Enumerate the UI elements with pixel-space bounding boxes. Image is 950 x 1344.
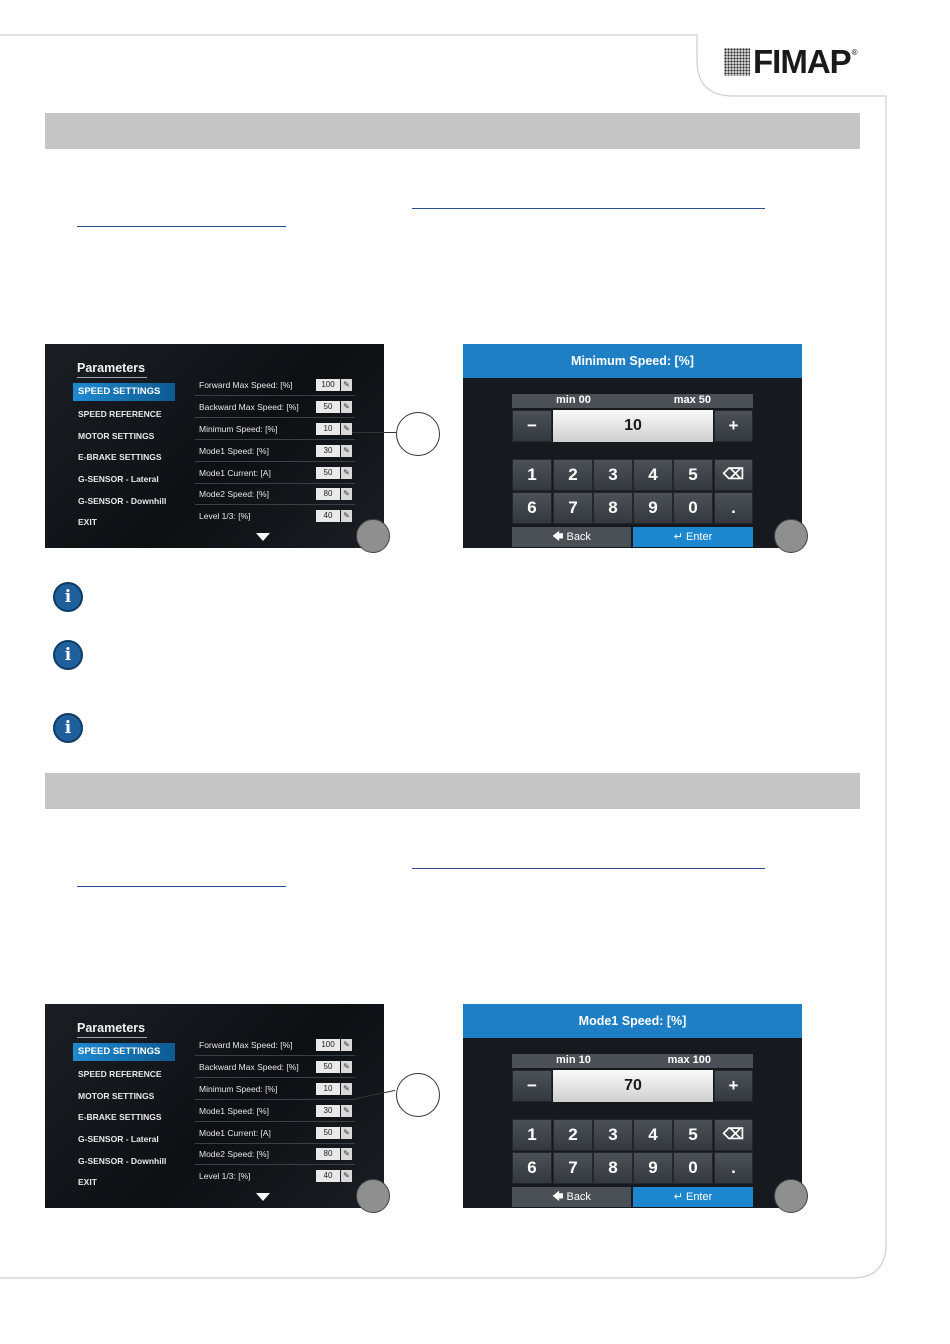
registered-mark: ® [851,47,858,57]
menu-speed-reference[interactable]: SPEED REFERENCE [78,1069,162,1079]
edit-icon[interactable]: ✎ [341,1148,352,1160]
plus-button[interactable]: + [714,1070,753,1102]
edit-icon[interactable]: ✎ [341,467,352,479]
keypad-title: Mode1 Speed: [%] [463,1004,802,1038]
param-value-minimum-speed: 10 [316,1083,340,1095]
parameters-title: Parameters [77,1021,146,1035]
scroll-down-arrow-icon[interactable] [256,1193,270,1201]
key-4[interactable]: 4 [633,459,673,491]
menu-ebrake-settings[interactable]: E-BRAKE SETTINGS [78,1112,162,1122]
param-divider [195,417,355,418]
param-value-backward-max: 50 [316,401,340,413]
menu-gsensor-lateral[interactable]: G-SENSOR - Lateral [78,474,159,484]
figure-marker-2b [774,1179,808,1213]
info-icon: i [53,582,83,612]
menu-gsensor-downhill[interactable]: G-SENSOR - Downhill [78,496,167,506]
key-6[interactable]: 6 [512,492,552,524]
minus-button[interactable]: − [512,1070,552,1102]
edit-icon[interactable]: ✎ [341,510,352,522]
edit-icon[interactable]: ✎ [341,1127,352,1139]
param-label-backward-max: Backward Max Speed: [%] [199,1062,299,1072]
link-underline-2a[interactable] [412,868,765,869]
edit-icon[interactable]: ✎ [341,488,352,500]
param-value-level-1-3: 40 [316,510,340,522]
plus-button[interactable]: + [714,410,753,442]
key-1[interactable]: 1 [512,459,552,491]
key-5[interactable]: 5 [673,1119,713,1151]
range-min: min 00 [556,394,591,406]
param-divider [195,1164,355,1165]
param-label-mode1-current: Mode1 Current: [A] [199,1128,271,1138]
keypad-title: Minimum Speed: [%] [463,344,802,378]
menu-exit[interactable]: EXIT [78,1177,97,1187]
param-label-mode1-current: Mode1 Current: [A] [199,468,271,478]
keypad-screen-2 [463,1004,802,1208]
key-3[interactable]: 3 [593,1119,633,1151]
section-header-bar-1 [45,113,860,149]
edit-icon[interactable]: ✎ [341,1170,352,1182]
edit-icon[interactable]: ✎ [341,1039,352,1051]
param-label-level-1-3: Level 1/3: [%] [199,511,251,521]
value-display: 70 [553,1070,713,1102]
menu-motor-settings[interactable]: MOTOR SETTINGS [78,431,155,441]
menu-exit[interactable]: EXIT [78,517,97,527]
edit-icon[interactable]: ✎ [341,1105,352,1117]
param-value-backward-max: 50 [316,1061,340,1073]
param-divider [195,1077,355,1078]
edit-icon[interactable]: ✎ [341,379,352,391]
param-value-mode1-speed: 30 [316,445,340,457]
figure-marker-1b [774,519,808,553]
param-divider [195,395,355,396]
param-value-mode1-current: 50 [316,1127,340,1139]
info-icon: i [53,640,83,670]
section-header-bar-2 [45,773,860,809]
param-value-mode2-speed: 80 [316,1148,340,1160]
key-dot[interactable]: . [714,492,753,524]
param-label-mode2-speed: Mode2 Speed: [%] [199,1149,269,1159]
keypad-range [512,1054,753,1068]
param-label-mode2-speed: Mode2 Speed: [%] [199,489,269,499]
figure-marker-2a [356,1179,390,1213]
key-6[interactable]: 6 [512,1152,552,1184]
param-divider [195,1055,355,1056]
back-button[interactable]: 🡄 Back [512,1187,631,1207]
menu-speed-settings[interactable]: SPEED SETTINGS [73,1043,175,1061]
key-7[interactable]: 7 [553,1152,593,1184]
key-dot[interactable]: . [714,1152,753,1184]
range-max: max 50 [673,394,711,406]
key-5[interactable]: 5 [673,459,713,491]
backspace-icon[interactable]: ⌫ [714,1119,753,1151]
title-underline [77,1037,147,1038]
key-1[interactable]: 1 [512,1119,552,1151]
link-underline-1a[interactable] [412,208,765,209]
menu-gsensor-downhill[interactable]: G-SENSOR - Downhill [78,1156,167,1166]
param-value-mode1-current: 50 [316,467,340,479]
param-value-forward-max: 100 [316,379,340,391]
param-label-minimum-speed: Minimum Speed: [%] [199,424,278,434]
key-2[interactable]: 2 [553,459,593,491]
param-label-level-1-3: Level 1/3: [%] [199,1171,251,1181]
scroll-down-arrow-icon[interactable] [256,533,270,541]
menu-gsensor-lateral[interactable]: G-SENSOR - Lateral [78,1134,159,1144]
callout-line-1 [352,432,396,433]
param-divider [195,504,355,505]
param-label-mode1-speed: Mode1 Speed: [%] [199,446,269,456]
key-4[interactable]: 4 [633,1119,673,1151]
param-label-backward-max: Backward Max Speed: [%] [199,402,299,412]
callout-circle-2 [396,1073,440,1117]
param-label-minimum-speed: Minimum Speed: [%] [199,1084,278,1094]
title-underline [77,377,147,378]
menu-motor-settings[interactable]: MOTOR SETTINGS [78,1091,155,1101]
info-icon: i [53,713,83,743]
param-value-minimum-speed: 10 [316,423,340,435]
edit-icon[interactable]: ✎ [341,1083,352,1095]
backspace-icon[interactable]: ⌫ [714,459,753,491]
enter-button[interactable]: ↵ Enter [633,527,753,547]
param-divider [195,1099,355,1100]
keypad-screen-1 [463,344,802,548]
callout-circle-1 [396,412,440,456]
key-8[interactable]: 8 [593,1152,633,1184]
param-divider [195,461,355,462]
menu-ebrake-settings[interactable]: E-BRAKE SETTINGS [78,452,162,462]
key-0[interactable]: 0 [673,1152,713,1184]
fimap-logo [724,44,858,80]
edit-icon[interactable]: ✎ [341,445,352,457]
key-7[interactable]: 7 [553,492,593,524]
parameters-title: Parameters [77,361,146,375]
edit-icon[interactable]: ✎ [341,423,352,435]
key-3[interactable]: 3 [593,459,633,491]
minus-button[interactable]: − [512,410,552,442]
back-button[interactable]: 🡄 Back [512,527,631,547]
param-divider [195,1121,355,1122]
param-divider [195,439,355,440]
parameters-screen-1 [45,344,384,548]
enter-button[interactable]: ↵ Enter [633,1187,753,1207]
link-underline-1b[interactable] [77,226,286,227]
param-value-mode1-speed: 30 [316,1105,340,1117]
param-divider [195,1143,355,1144]
param-value-mode2-speed: 80 [316,488,340,500]
figure-marker-1a [356,519,390,553]
logo-dot-pattern [724,48,750,76]
key-2[interactable]: 2 [553,1119,593,1151]
keypad-range [512,394,753,408]
edit-icon[interactable]: ✎ [341,401,352,413]
param-label-mode1-speed: Mode1 Speed: [%] [199,1106,269,1116]
key-9[interactable]: 9 [633,492,673,524]
value-display: 10 [553,410,713,442]
range-min: min 10 [556,1054,591,1066]
menu-speed-reference[interactable]: SPEED REFERENCE [78,409,162,419]
range-max: max 100 [667,1054,711,1066]
parameters-screen-2 [45,1004,384,1208]
param-label-forward-max: Forward Max Speed: [%] [199,1040,293,1050]
key-9[interactable]: 9 [633,1152,673,1184]
param-value-level-1-3: 40 [316,1170,340,1182]
menu-speed-settings[interactable]: SPEED SETTINGS [73,383,175,401]
logo-text: FIMAP [753,43,851,80]
edit-icon[interactable]: ✎ [341,1061,352,1073]
key-0[interactable]: 0 [673,492,713,524]
param-label-forward-max: Forward Max Speed: [%] [199,380,293,390]
link-underline-2b[interactable] [77,886,286,887]
param-value-forward-max: 100 [316,1039,340,1051]
key-8[interactable]: 8 [593,492,633,524]
param-divider [195,483,355,484]
